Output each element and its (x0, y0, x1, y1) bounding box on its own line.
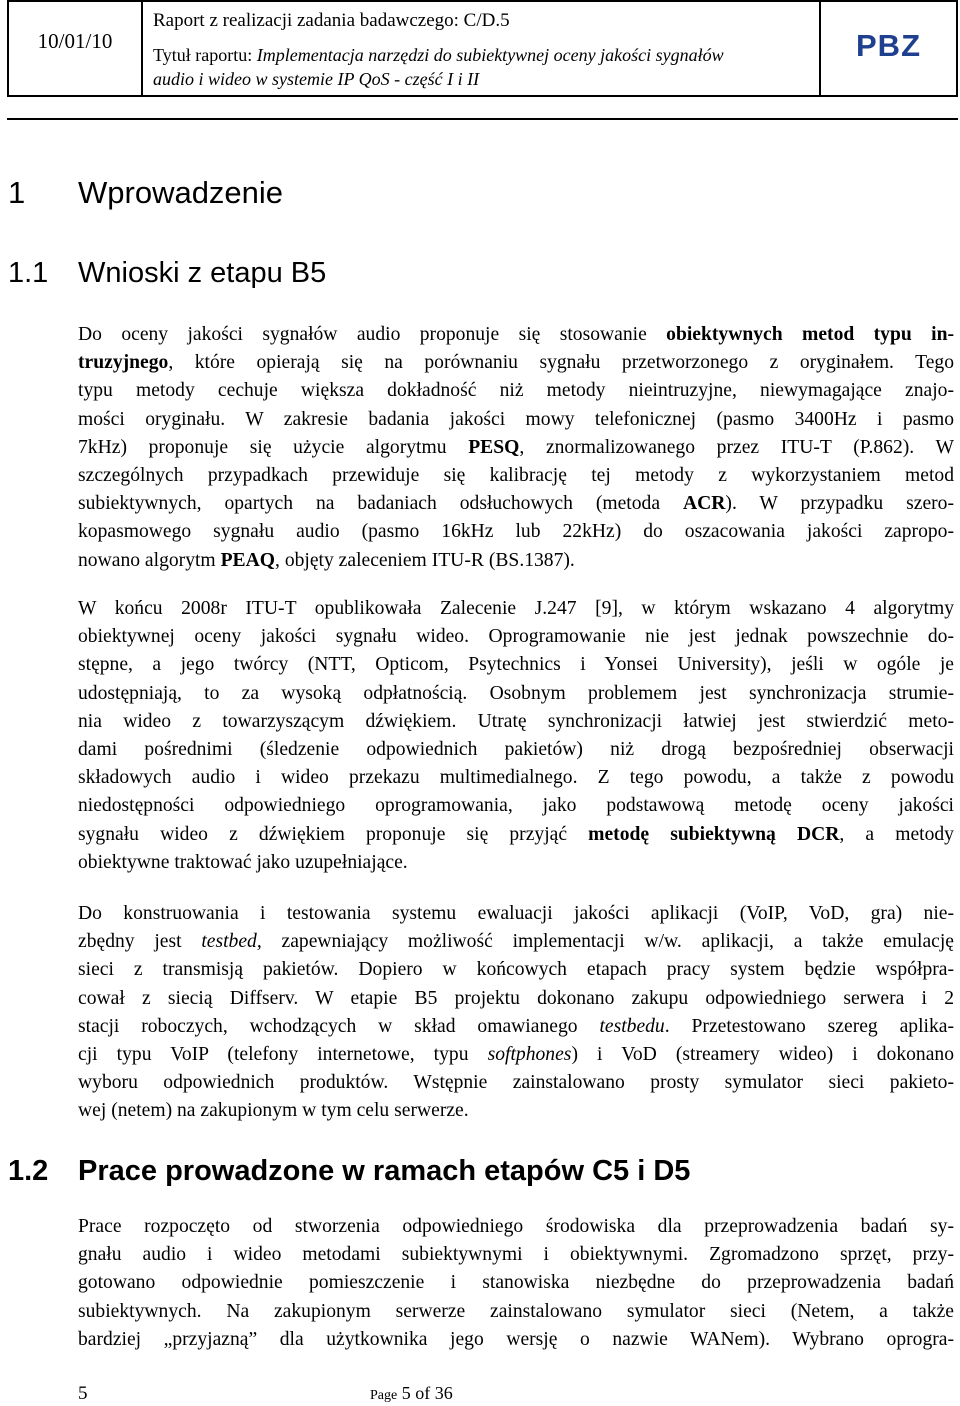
paragraph-3 (78, 900, 954, 1126)
text-run: , objęty zaleceniem ITU-R (BS.1387). (275, 549, 575, 571)
text-line (78, 821, 954, 849)
text-run: Do oceny jakości sygnałów audio proponuje się stosowanie (78, 324, 667, 345)
header-title-line1 (153, 45, 724, 66)
header-title-line2: audio i wideo w systemie IP QoS - część I i II (153, 69, 480, 89)
page-header (7, 0, 958, 97)
text-line (78, 490, 954, 518)
text-line (78, 547, 954, 575)
text-run: ) i VoD (streamery wideo) i dokonano (571, 1044, 954, 1066)
paragraph-1 (78, 321, 954, 575)
italic-run: softphones (487, 1044, 572, 1066)
bold-run: ACR (682, 493, 726, 515)
header-rule (7, 118, 958, 120)
text-line: mości oryginału. W zakresie badania jakości mowy telefonicznej (pasmo 3400Hz i pasmo (78, 408, 954, 430)
paragraph-4 (78, 1213, 954, 1354)
text-run: ). W przypadku szero- (725, 493, 954, 515)
italic-run: testbedu (599, 1015, 665, 1037)
text-run: stacji roboczych, wchodzących w skład omawianego (78, 1015, 600, 1037)
text-line: kopasmowego sygnału audio (pasmo 16kHz lub 22kHz) do oszacowania jakości zapropo- (78, 521, 954, 543)
text-line: obiektywnej oceny jakości sygnału wideo. Oprogramowanie nie jest jednak powszechnie do- (78, 626, 954, 648)
text-run: nowano algorytm (78, 549, 221, 571)
text-line: cował z siecią Diffserv. W etapie B5 projektu dokonano zakupu odpowiedniego serwera i 2 (78, 987, 954, 1009)
text-run: cji typu VoIP (telefony internetowe, typu (78, 1044, 488, 1066)
text-line: gotowano odpowiednie pomieszczenie i stanowiska niezbędne do przeprowadzenia badań (78, 1272, 954, 1294)
bold-run: obiektywnych metod typu in- (666, 324, 954, 345)
italic-run: testbed, (201, 931, 262, 953)
header-date: 10/01/10 (37, 29, 113, 53)
section-title: Prace prowadzone w ramach etapów C5 i D5 (78, 1155, 691, 1187)
text-line (78, 1041, 954, 1069)
text-run: . Przetestowano szereg aplika- (664, 1015, 955, 1037)
header-title-text: Implementacja narzędzi do subiektywnej oceny jakości sygnałów (256, 45, 724, 65)
section-number: 1 (8, 175, 26, 210)
section-number: 1.2 (8, 1155, 49, 1187)
bold-run: PEAQ (220, 549, 276, 571)
text-line (78, 349, 954, 377)
text-line: gnału audio i wideo metodami subiektywnymi i obiektywnymi. Zgromadzono sprzęt, przy- (78, 1244, 954, 1266)
footer-left-number: 5 (78, 1383, 88, 1404)
text-line (78, 928, 954, 956)
header-date-cell (9, 2, 143, 95)
header-title-cell (145, 2, 817, 95)
bold-run: PESQ (468, 436, 520, 458)
text-run: zapewniający możliwość implementacji w/w. aplikacji, a także emulację (261, 931, 954, 953)
text-line (78, 1013, 954, 1041)
text-line: W końcu 2008r ITU-T opublikowała Zalecenie J.247 [9], w którym wskazano 4 algorytmy (78, 598, 954, 619)
text-run: 7kHz) proponuje się użycie algorytmu (78, 436, 469, 458)
text-line: bardziej „przyjazną” dla użytkownika jego wersję o nazwie WANem). Wybrano oprogra- (78, 1328, 954, 1350)
text-line: Do konstruowania i testowania systemu ewaluacji jakości aplikacji (VoIP, VoD, gra) nie- (78, 903, 954, 924)
bold-run: truzyjnego (78, 352, 169, 374)
bold-run: metodę subiektywną DCR (588, 823, 840, 845)
text-run: subiektywnych, opartych na badaniach odsłuchowych (metoda (78, 493, 683, 515)
text-line: wej (netem) na zakupionym w tym celu serwerze. (78, 1100, 469, 1122)
text-line: składowych audio i wideo przekazu multimedialnego. Z tego powodu, a także z powodu (78, 767, 954, 789)
text-line: nia wideo z towarzyszącym dźwiękiem. Utratę synchronizacji łatwiej jest stwierdzić meto- (78, 710, 954, 732)
footer-page-text: 5 of 36 (397, 1383, 453, 1403)
header-title-label: Tytuł raportu: (153, 45, 257, 65)
section-number: 1.1 (8, 257, 49, 289)
text-run: sygnału wideo z dźwiękiem proponuje się przyjąć (78, 823, 589, 845)
text-line: wyboru odpowiednich produktów. Wstępnie zainstalowano prosty symulator sieci pakieto- (78, 1072, 954, 1094)
footer-page-number (370, 1383, 453, 1404)
section-heading-1-1 (8, 257, 326, 290)
text-run: , które opierają się na porównaniu sygnału przetworzonego z oryginałem. Tego (168, 352, 954, 374)
text-line: subiektywnych. Na zakupionym serwerze zainstalowano symulator sieci (Netem, a także (78, 1300, 954, 1322)
text-line: dami pośrednimi (śledzenie odpowiednich pakietów) niż drogą bezpośredniej obserwacji (78, 739, 954, 761)
text-line: obiektywne traktować jako uzupełniające. (78, 851, 408, 873)
text-line: szczególnych przypadkach przewiduje się kalibrację tej metody z wykorzystaniem metod (78, 465, 954, 487)
text-line: Prace rozpoczęto od stworzenia odpowiedniego środowiska dla przeprowadzenia badań sy- (78, 1216, 954, 1237)
text-line: typu metody cechuje większa dokładność niż metody nieintruzyjne, niewymagające znajo- (78, 380, 954, 402)
text-line: stępne, a jego twórcy (NTT, Opticom, Psytechnics i Yonsei University), jeśli w ogóle je (78, 654, 954, 676)
header-logo-cell (819, 2, 956, 95)
text-line (78, 434, 954, 462)
text-run: , znormalizowanego przez ITU-T (P.862). W (519, 436, 954, 458)
paragraph-2 (78, 595, 954, 877)
text-line: sieci z transmisją pakietów. Dopiero w końcowych etapach pracy system będzie współpra- (78, 959, 954, 981)
section-heading-1-2 (8, 1155, 690, 1188)
text-line (78, 321, 954, 349)
text-run: , a metody (839, 823, 954, 845)
text-line: udostępniają, to za wysoką odpłatnością. Osobnym problemem jest synchronizacja strumie- (78, 682, 954, 704)
footer-page-label: Page (370, 1388, 398, 1403)
text-line: niedostępności odpowiedniego oprogramowania, jako podstawową metodę oceny jakości (78, 795, 954, 817)
text-run: zbędny jest (78, 931, 202, 953)
pbz-logo: PBZ (856, 28, 921, 63)
header-report-line: Raport z realizacji zadania badawczego: C/D.5 (153, 10, 510, 31)
section-title: Wprowadzenie (78, 175, 284, 210)
section-heading-1 (8, 175, 283, 211)
section-title: Wnioski z etapu B5 (78, 257, 327, 289)
